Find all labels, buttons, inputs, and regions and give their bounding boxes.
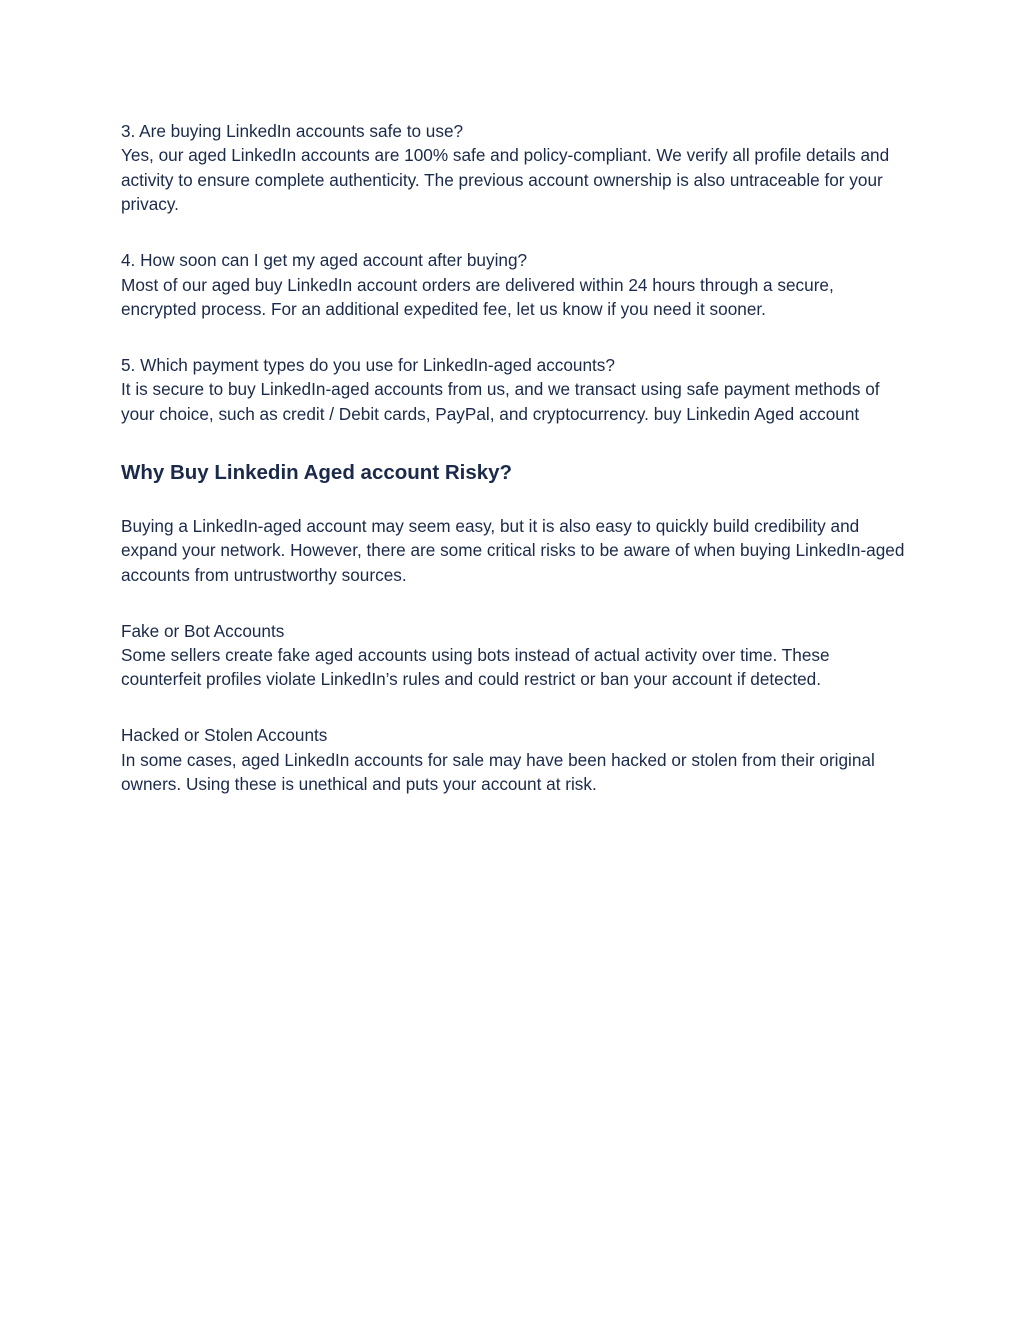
section-heading: Why Buy Linkedin Aged account Risky? (121, 460, 513, 484)
risk-title: Fake or Bot Accounts (121, 620, 285, 641)
faq-answer: Most of our aged buy LinkedIn account orders are delivered within 24 hours through a secure, encrypted process. For an additional expedited fee, let us know if you need it sooner. (121, 274, 834, 320)
risk-text: In some cases, aged LinkedIn accounts for sale may have been hacked or stolen from their original owners. Using these is unethical and puts your account at risk. (121, 749, 875, 795)
faq-item-5 (121, 353, 911, 426)
risk-title: Hacked or Stolen Accounts (121, 725, 328, 746)
faq-answer: Yes, our aged LinkedIn accounts are 100% safe and policy-compliant. We verify all profile details and activity to ensure complete authenticity. The previous account ownership is also untraceable for your privacy. (121, 145, 890, 215)
faq-item-4 (121, 248, 911, 321)
faq-answer: It is secure to buy LinkedIn-aged accounts from us, and we transact using safe payment methods of your choice, such as credit / Debit cards, PayPal, and cryptocurrency. buy Linkedin Aged account (121, 379, 880, 424)
faq-question: 3. Are buying LinkedIn accounts safe to use? (121, 121, 464, 141)
risk-item-hacked (121, 723, 911, 796)
faq-item-3 (121, 119, 911, 217)
risk-item-fake (121, 619, 911, 692)
intro-paragraph: Buying a LinkedIn-aged account may seem easy, but it is also easy to quickly build credibility and expand your network. However, there are some critical risks to be aware of when buying LinkedIn-aged accounts from untrustworthy sources. (121, 515, 905, 585)
risk-text: Some sellers create fake aged accounts using bots instead of actual activity over time. These counterfeit profiles violate LinkedIn’s rules and could restrict or ban your account if detected. (121, 645, 830, 690)
faq-question: 4. How soon can I get my aged account after buying? (121, 250, 528, 271)
section-intro (121, 514, 911, 587)
document-page (121, 119, 911, 828)
faq-question: 5. Which payment types do you use for LinkedIn-aged accounts? (121, 355, 615, 376)
